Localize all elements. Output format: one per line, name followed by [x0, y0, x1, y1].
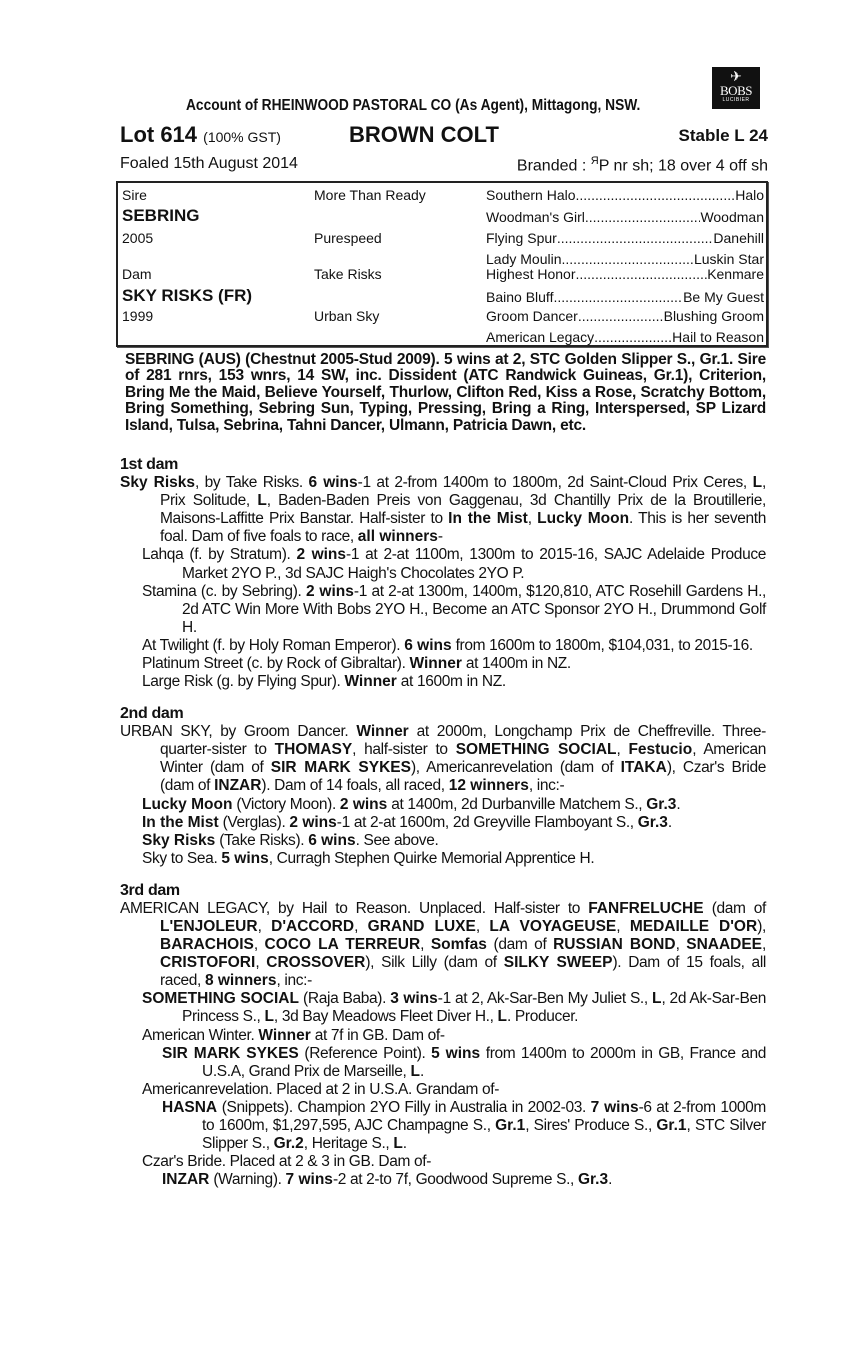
foaled-date: Foaled 15th August 2014 [120, 155, 298, 172]
text-run: Lahqa (f. by Stratum). [142, 546, 297, 564]
bold-run: SOMETHING SOCIAL [142, 990, 299, 1008]
text-run: , American Winter (dam of [160, 741, 766, 777]
text-run: , by Take Risks. [194, 474, 309, 492]
text-run: . [676, 795, 681, 813]
text-run: American Winter. [142, 1026, 259, 1044]
leader-dots [585, 209, 701, 225]
text-run: , [675, 936, 687, 954]
dam-entry [120, 900, 766, 990]
lot-line [120, 122, 768, 148]
pedigree-ancestor-row [486, 289, 764, 305]
bold-run: D'ACCORD [271, 918, 355, 935]
progeny-entry [120, 673, 766, 691]
bold-run: Gr.3 [637, 813, 668, 831]
text-run: Platinum Street (c. by Rock of Gibraltar). [142, 654, 410, 672]
ancestor-name: Highest Honor [486, 266, 576, 282]
lot-label: Lot 614 [120, 122, 198, 147]
progeny-entry [120, 637, 766, 655]
sire-dam: Purespeed [314, 230, 382, 246]
ancestor-name: Woodman's Girl [486, 209, 585, 225]
text-run: at 1600m in NZ. [396, 673, 506, 691]
text-run: , inc:- [276, 972, 312, 990]
bold-run: 7 wins [590, 1098, 639, 1116]
bold-run: 12 winners [448, 777, 529, 795]
text-run: ), Czar's Bride (dam of [160, 759, 766, 795]
ancestor-sire: Luskin Star [693, 251, 764, 267]
brand-info [517, 155, 768, 175]
bold-run: In the Mist [142, 813, 219, 831]
pedigree-ancestor-row [486, 187, 764, 203]
pedigree-ancestor-row [486, 230, 764, 246]
bold-run: L [651, 990, 662, 1008]
bold-run: HASNA [162, 1098, 218, 1116]
ancestor-name: Baino Bluff [486, 289, 554, 305]
ancestor-sire: Danehill [713, 230, 764, 246]
bold-run: Somfas [430, 936, 487, 954]
text-run: -1 at 2-at 1600m, 2d Greyville Flamboyant S., [336, 813, 638, 831]
text-run: -2 at 2-to 7f, Goodwood Supreme S., [332, 1171, 578, 1189]
vendor-account: Account of RHEINWOOD PASTORAL CO (As Agent), Mittagong, NSW. [186, 97, 641, 114]
progeny-entry [120, 1153, 766, 1171]
bold-run: Lucky Moon [537, 510, 630, 528]
bold-run: Sky Risks [120, 474, 195, 492]
text-run: ). Dam of 15 foals, all raced, [160, 954, 767, 990]
pedigree-ancestor-row [486, 266, 764, 282]
pedigree-ancestor-row [486, 209, 764, 225]
bold-run: SILKY SWEEP [503, 954, 613, 972]
text-run: (Snippets). Champion 2YO Filly in Australia in 2002-03. [217, 1098, 591, 1116]
text-run: . See above. [355, 831, 439, 849]
branded-text: P nr sh; 18 over 4 off sh [598, 157, 768, 175]
text-run: , Sires' Produce S., [525, 1117, 657, 1135]
ancestor-name: Flying Spur [486, 230, 557, 246]
bold-run: Lucky Moon [142, 795, 233, 813]
bold-run: 2 wins [339, 795, 388, 813]
lot-number [120, 122, 281, 148]
ancestor-sire: Woodman [700, 209, 764, 225]
text-run: , [527, 510, 538, 528]
progeny-entry [120, 546, 766, 582]
bold-run: 2 wins [289, 813, 337, 831]
leader-dots [557, 230, 714, 246]
text-run: , [255, 954, 267, 972]
text-run: , [616, 918, 630, 935]
bold-run: 5 wins [221, 849, 269, 867]
bold-run: L [752, 474, 763, 492]
bold-run: MEDAILLE D'OR [629, 918, 758, 935]
ancestor-sire: Be My Guest [683, 289, 764, 305]
horse-description: BROWN COLT [349, 122, 499, 147]
bold-run: L [497, 1008, 508, 1026]
bold-run: Gr.3 [577, 1171, 609, 1189]
bold-run: Gr.3 [646, 795, 677, 813]
text-run: , Heritage S., [303, 1135, 394, 1153]
bird-icon: ✈ [730, 68, 742, 84]
dam-name: SKY RISKS (FR) [122, 286, 253, 305]
bold-run: SNAADEE [686, 936, 763, 954]
bold-run: Winner [409, 654, 462, 672]
text-run: (dam of [486, 936, 554, 954]
logo-text: BOBS [720, 83, 752, 98]
text-run: AMERICAN LEGACY, by Hail to Reason. Unplaced. Half-sister to [120, 899, 589, 917]
text-run: , [616, 741, 629, 759]
bold-run: 7 wins [285, 1171, 333, 1189]
text-run: -1 at 2-from 1400m to 1800m, 2d Saint-Cloud Prix Ceres, [357, 474, 753, 492]
stable-number: Stable L 24 [678, 126, 768, 145]
text-run: Czar's Bride. Placed at 2 & 3 in GB. Dam of- [142, 1153, 432, 1171]
pedigree-ancestor-row [486, 251, 764, 267]
text-run: , Curragh Stephen Quirke Memorial Apprentice H. [268, 849, 595, 867]
text-run: , 2d Ak-Sar-Ben Princess S., [182, 990, 766, 1026]
text-run: , [354, 918, 368, 935]
sire-sire: More Than Ready [314, 187, 426, 203]
bold-run: Gr.1 [495, 1117, 526, 1135]
bold-run: In the Mist [448, 510, 528, 528]
bold-run: 5 wins [431, 1044, 481, 1062]
text-run: , Prix Solitude, [160, 474, 766, 510]
progeny-entry [120, 1081, 766, 1099]
text-run: At Twilight (f. by Holy Roman Emperor). [142, 636, 405, 654]
text-run: (Warning). [209, 1171, 286, 1189]
sire-name: SEBRING [122, 206, 200, 225]
dam-section [120, 456, 766, 691]
brand-mark: Я [590, 155, 599, 167]
section-heading: 1st dam [120, 456, 179, 474]
text-run: , [253, 936, 265, 954]
ancestor-name: Lady Moulin [486, 251, 562, 267]
pedigree-table [116, 181, 768, 347]
text-run: (Reference Point). [298, 1044, 432, 1062]
branded-label: Branded : [516, 157, 587, 175]
dam-entry [120, 474, 766, 546]
text-run: -1 at 2-at 1100m, 1300m to 2015-16, SAJC Adelaide Produce Market 2YO P., 3d SAJC Haigh's Chocolates 2YO P. [182, 546, 767, 582]
bold-run: L [410, 1062, 420, 1080]
progeny-entry [120, 1099, 766, 1153]
bold-run: COCO LA TERREUR [264, 936, 421, 954]
ancestor-sire: Kenmare [707, 266, 764, 282]
bold-run: 6 wins [308, 831, 356, 849]
text-run: . [667, 813, 672, 831]
bold-run: ITAKA [620, 759, 667, 777]
text-run: at 2000m, Longchamp Prix de Cheffreville. Three-quarter-sister to [160, 723, 766, 759]
text-run: Sky to Sea. [142, 849, 222, 867]
text-run: . [419, 1062, 424, 1080]
bold-run: INZAR [162, 1171, 210, 1189]
leader-dots [576, 187, 736, 203]
text-run: , [257, 918, 272, 935]
bold-run: all winners [357, 528, 438, 546]
text-run: Stamina (c. by Sebring). [142, 582, 306, 600]
bold-run: SIR MARK SYKES [270, 759, 411, 777]
text-run: ). Dam of 14 foals, all raced, [261, 777, 449, 795]
dam-label: Dam [122, 266, 152, 282]
bold-run: Winner [356, 723, 409, 741]
progeny-entry [120, 655, 766, 673]
leader-dots [576, 266, 708, 282]
bold-run: LA VOYAGEUSE [489, 918, 617, 935]
pedigree-ancestor-row [486, 329, 764, 345]
text-run: Americanrevelation. Placed at 2 in U.S.A. Grandam of- [142, 1080, 500, 1098]
text-run: -6 at 2-from 1000m to 1600m, $1,297,595, AJC Champagne S., [202, 1098, 766, 1135]
bold-run: 8 winners [204, 972, 277, 990]
ancestor-name: American Legacy [486, 329, 595, 345]
sire-summary: SEBRING (AUS) (Chestnut 2005-Stud 2009). 5 wins at 2, STC Golden Slipper S., Gr.1. Sire of 281 rnrs, 153 wnrs, 14 SW, inc. Dissident (ATC Randwick Guineas, Gr.1), Criterion, Bring Me the Maid, Believe Yourself, Thurlow, Clifton Red, Kiss a Rose, Scratchy Bottom, Bring Something, Sebring Sun, Typing, Pressing, Bring a Ring, Interspersed, SP Lizard Island, Tulsa, Sebrina, Tahni Dancer, Ulmann, Patricia Dawn, etc. [125, 351, 766, 434]
text-run: (Victory Moon). [232, 795, 340, 813]
section-heading: 2nd dam [120, 705, 184, 723]
text-run: , [475, 918, 490, 935]
text-run: -1 at 2-at 1300m, 1400m, $120,810, ATC Rosehill Gardens H., 2d ATC Win More With Bobs 2YO H., Become an ATC Sponsor 2YO H., Drummond Golf H. [182, 582, 766, 636]
dam-section [120, 705, 766, 868]
text-run: . Producer. [507, 1008, 579, 1026]
bold-run: SIR MARK SYKES [162, 1044, 299, 1062]
bold-run: GRAND LUXE [367, 918, 476, 935]
text-run: , half-sister to [352, 741, 456, 759]
leader-dots [578, 308, 664, 324]
progeny-entry [120, 1171, 766, 1189]
dam-sire: Take Risks [314, 266, 382, 282]
bold-run: THOMASY [274, 741, 353, 759]
progeny-entry [120, 583, 766, 637]
progeny-entry [120, 814, 766, 832]
progeny-entry [120, 1045, 766, 1081]
text-run: ), Silk Lilly (dam of [365, 954, 504, 972]
text-run: at 1400m in NZ. [461, 654, 571, 672]
text-run: (Verglas). [218, 813, 290, 831]
catalogue-body [120, 352, 766, 1203]
gst-note: (100% GST) [203, 129, 281, 145]
text-run: ), [757, 918, 766, 935]
text-run: (Take Risks). [215, 831, 309, 849]
pedigree-ancestor-row [486, 308, 764, 324]
text-run: , STC Silver Slipper S., [202, 1117, 766, 1153]
bold-run: Gr.2 [273, 1135, 304, 1153]
bold-run: FANFRELUCHE [588, 899, 704, 917]
bold-run: BARACHOIS [160, 936, 254, 954]
bold-run: 2 wins [305, 582, 354, 600]
bold-run: L'ENJOLEUR [160, 918, 258, 935]
text-run: Large Risk (g. by Flying Spur). [142, 673, 345, 691]
bold-run: INZAR [214, 777, 262, 795]
bold-run: CRISTOFORI [160, 954, 256, 972]
bold-run: RUSSIAN BOND [553, 936, 676, 954]
text-run: . [402, 1135, 407, 1153]
progeny-entry [120, 832, 766, 850]
progeny-entry [120, 796, 766, 814]
section-heading: 3rd dam [120, 881, 180, 899]
bold-run: Sky Risks [142, 831, 216, 849]
leader-dots [553, 289, 683, 305]
text-run: , 3d Bay Meadows Fleet Diver H., [273, 1008, 498, 1026]
text-run: , [420, 936, 431, 954]
text-run: , Baden-Baden Preis von Gaggenau, 3d Chantilly Prix de la Broutillerie, Maisons-Laffitte Prix Banstar. Half-sister to [160, 492, 766, 528]
text-run: ), Americanrevelation (dam of [410, 759, 621, 777]
text-run: from 1400m to 2000m in GB, France and U.S.A, Grand Prix de Marseille, [202, 1044, 766, 1080]
text-run: . [608, 1171, 613, 1189]
sire-label: Sire [122, 187, 147, 203]
bold-run: 3 wins [390, 990, 438, 1008]
text-run: at 7f in GB. Dam of- [310, 1026, 445, 1044]
bold-run: 6 wins [308, 474, 358, 492]
text-run: -1 at 2, Ak-Sar-Ben My Juliet S., [437, 990, 652, 1008]
text-run: , [762, 936, 766, 954]
leader-dots [594, 329, 672, 345]
ancestor-name: Groom Dancer [486, 308, 578, 324]
text-run: from 1600m to 1800m, $104,031, to 2015-16. [451, 636, 753, 654]
progeny-entry [120, 990, 766, 1026]
ancestor-sire: Blushing Groom [663, 308, 764, 324]
bold-run: Gr.1 [656, 1117, 687, 1135]
dam-section [120, 882, 766, 1190]
bold-run: Festucio [628, 741, 693, 759]
progeny-entry [120, 850, 766, 868]
bold-run: 2 wins [296, 546, 347, 564]
text-run: - [437, 528, 443, 546]
bold-run: 6 wins [404, 636, 452, 654]
text-run: . This is her seventh foal. Dam of five foals to race, [160, 510, 766, 546]
logo-subtext: LUCIBIER [722, 97, 750, 103]
dam-dam: Urban Sky [314, 308, 380, 324]
ancestor-sire: Halo [735, 187, 764, 203]
text-run: , inc:- [528, 777, 565, 795]
progeny-entry [120, 1027, 766, 1045]
bold-run: CROSSOVER [266, 954, 366, 972]
bold-run: L [264, 1008, 274, 1026]
bold-run: Winner [344, 673, 397, 691]
bold-run: SOMETHING SOCIAL [455, 741, 617, 759]
bold-run: L [393, 1135, 403, 1153]
dam-year: 1999 [122, 308, 154, 324]
bold-run: L [257, 492, 267, 510]
dam-entry [120, 723, 766, 795]
leader-dots [562, 251, 694, 267]
text-run: (dam of [703, 899, 766, 917]
sire-year: 2005 [122, 230, 154, 246]
bobs-logo [712, 67, 760, 109]
bold-run: Winner [258, 1026, 311, 1044]
text-run: at 1400m, 2d Durbanville Matchem S., [387, 795, 647, 813]
text-run: (Raja Baba). [298, 990, 391, 1008]
ancestor-sire: Hail to Reason [672, 329, 764, 345]
ancestor-name: Southern Halo [486, 187, 576, 203]
text-run: URBAN SKY, by Groom Dancer. [120, 723, 357, 741]
